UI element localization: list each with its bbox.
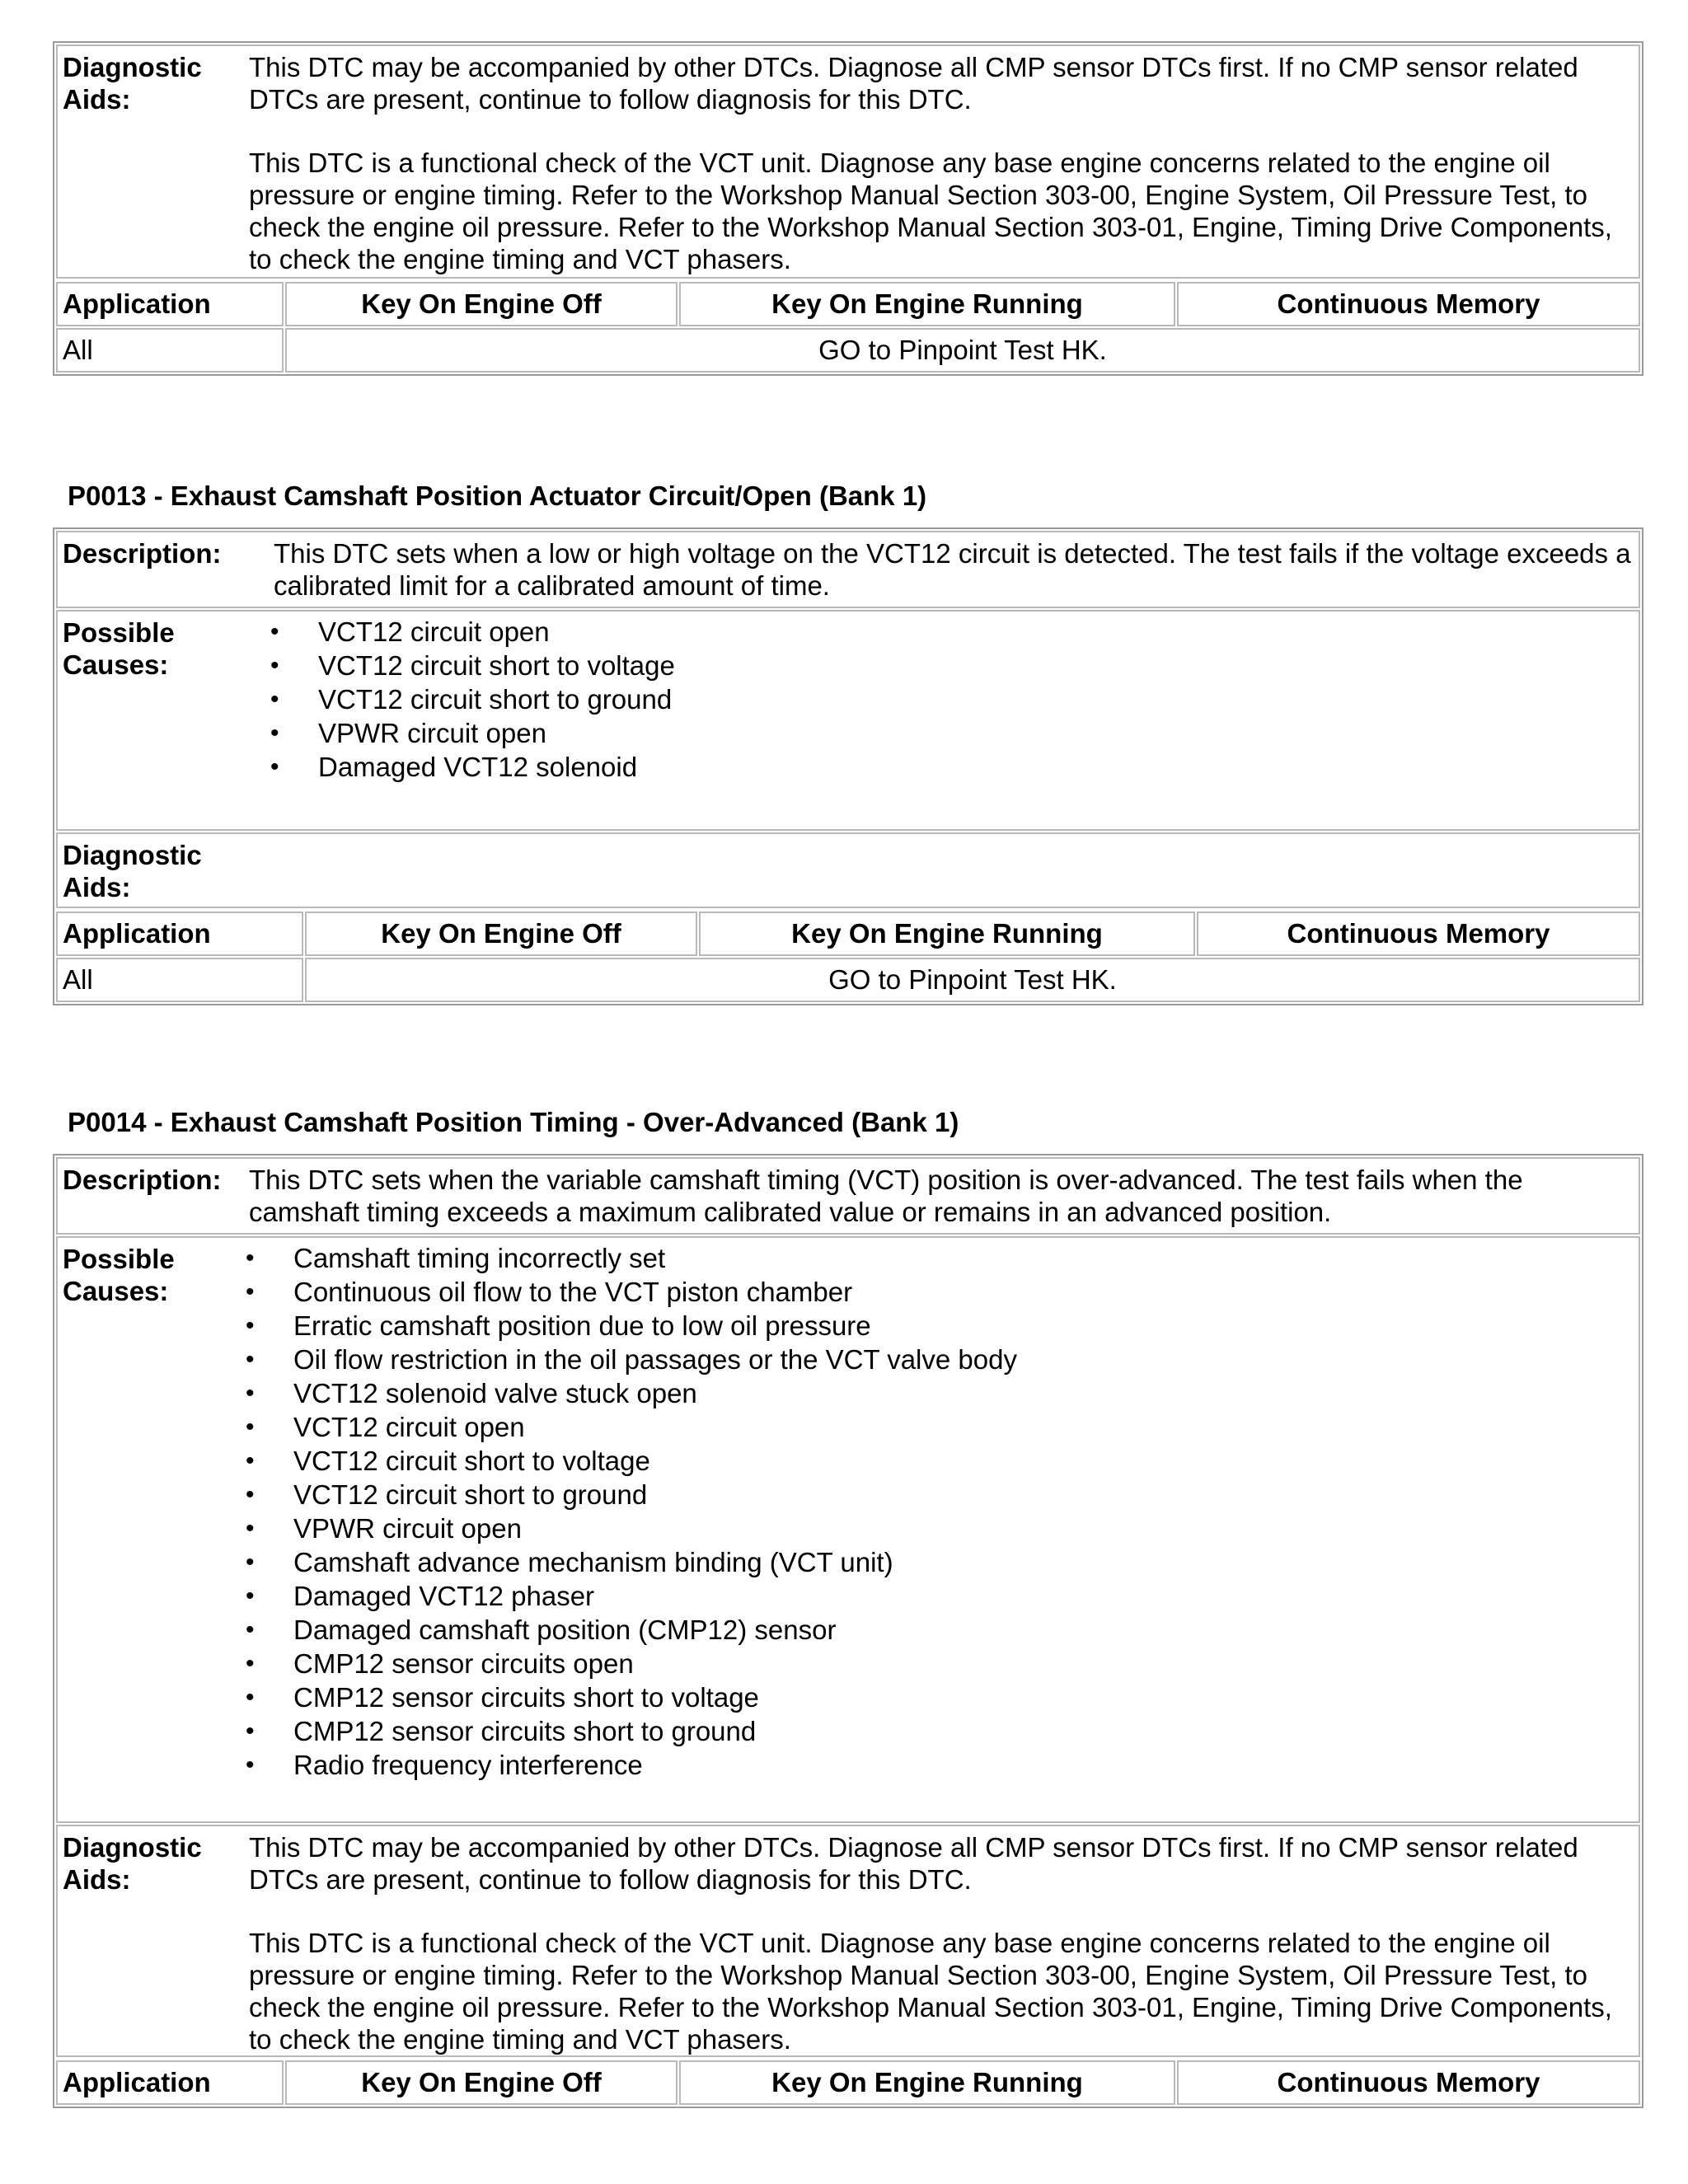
list-item [246,1511,1639,1545]
header-row [56,2060,1640,2105]
diagnostic-aids-text: This DTC may be accompanied by other DTCs. Diagnose all CMP sensor DTCs first. If no CMP sensor related DTCs are present, continue to follow diagnosis for this DTC. [249,52,1578,115]
list-item [246,1376,1639,1410]
list-item-text: CMP12 sensor circuits open [293,1648,634,1679]
list-item-text: Damaged camshaft position (CMP12) sensor [293,1615,837,1645]
header-key-on-engine-off: Key On Engine Off [285,282,678,326]
list-item [246,1680,1639,1714]
list-item [270,716,1639,750]
list-item-text: Damaged VCT12 phaser [293,1581,595,1611]
list-item [246,1241,1639,1275]
list-item-text: Erratic camshaft position due to low oil pressure [293,1310,871,1341]
top-dtc-table [53,41,1643,376]
bullet-icon: • [246,1447,255,1474]
p0013-dtc-table [53,527,1643,1005]
bullet-icon: • [246,1616,255,1643]
header-application: Application [56,2060,284,2105]
pinpoint-test-link: GO to Pinpoint Test HK. [305,958,1640,1002]
header-key-on-engine-running: Key On Engine Running [699,912,1195,956]
list-item [246,1309,1639,1343]
possible-causes-label: Possible Causes: [63,1244,175,1306]
p0014-dtc-table [53,1154,1643,2108]
bullet-icon: • [246,1244,255,1272]
list-item-text: VCT12 circuit short to ground [318,684,673,715]
bullet-icon: • [246,1312,255,1339]
list-item-text: VPWR circuit open [293,1513,522,1544]
header-key-on-engine-running: Key On Engine Running [679,282,1175,326]
list-item-text: Radio frequency interference [293,1750,643,1780]
list-item-text: VCT12 solenoid valve stuck open [293,1378,697,1408]
list-item [270,750,1639,784]
header-key-on-engine-off: Key On Engine Off [285,2060,678,2105]
diagnostic-aids-row [56,45,1640,279]
diagnostic-aids-text: This DTC is a functional check of the VCT unit. Diagnose any base engine concerns related to the engine oil pressure or engine timing. Refer to the Workshop Manual Section 303-00, Engine System, Oil Pressure Test, to check the engine oil pressure. Refer to the Workshop Manual Section 303-01, Engine, Timing Drive Components, to check the engine timing and VCT phasers. [249,148,1612,274]
diagnostic-aids-label: Diagnostic Aids: [63,1832,202,1895]
list-item [246,1748,1639,1782]
bullet-icon: • [270,618,279,645]
list-item [246,1410,1639,1444]
header-key-on-engine-running: Key On Engine Running [679,2060,1175,2105]
application-value: All [56,958,303,1002]
bullet-icon: • [246,1684,255,1711]
list-item [246,1478,1639,1511]
application-value: All [56,328,284,373]
bullet-icon: • [246,1549,255,1576]
table-row [56,328,1640,373]
dtc-heading-p0013: P0013 - Exhaust Camshaft Position Actuator Circuit/Open (Bank 1) [68,480,927,511]
diagnostic-aids-text: This DTC is a functional check of the VCT unit. Diagnose any base engine concerns related to the engine oil pressure or engine timing. Refer to the Workshop Manual Section 303-00, Engine System, Oil Pressure Test, to check the engine oil pressure. Refer to the Workshop Manual Section 303-01, Engine, Timing Drive Components, to check the engine timing and VCT phasers. [249,1928,1612,2055]
list-item-text: VCT12 circuit short to ground [293,1479,648,1510]
table-row [56,958,1640,1002]
list-item [246,1613,1639,1647]
description-row [56,531,1640,608]
header-row [56,282,1640,326]
diagnostic-aids-text: This DTC may be accompanied by other DTCs. Diagnose all CMP sensor DTCs first. If no CMP sensor related DTCs are present, continue to follow diagnosis for this DTC. [249,1832,1578,1895]
bullet-icon: • [270,686,279,713]
bullet-icon: • [246,1718,255,1745]
description-text: This DTC sets when a low or high voltage on the VCT12 circuit is detected. The test fails if the voltage exceeds a calibrated limit for a calibrated amount of time. [274,538,1631,601]
list-item-text: CMP12 sensor circuits short to voltage [293,1682,759,1713]
bullet-icon: • [246,1751,255,1779]
list-item-text: VCT12 circuit short to voltage [293,1446,650,1476]
dtc-heading-p0014: P0014 - Exhaust Camshaft Position Timing - Over-Advanced (Bank 1) [68,1107,959,1137]
bullet-icon: • [246,1650,255,1677]
list-item [246,1714,1639,1748]
description-row [56,1157,1640,1235]
header-row [56,912,1640,956]
possible-causes-list [246,1241,1639,1782]
bullet-icon: • [270,753,279,780]
bullet-icon: • [270,719,279,747]
description-label: Description: [63,1165,222,1195]
list-item [270,649,1639,682]
list-item-text: VPWR circuit open [318,718,546,748]
list-item [246,1647,1639,1680]
bullet-icon: • [270,652,279,679]
diagnostic-aids-row [56,832,1640,908]
list-item-text: Camshaft advance mechanism binding (VCT unit) [293,1547,893,1577]
list-item-text: VCT12 circuit open [293,1412,525,1442]
bullet-icon: • [246,1380,255,1407]
bullet-icon: • [246,1515,255,1542]
list-item-text: VCT12 circuit short to voltage [318,650,675,681]
list-item [246,1579,1639,1613]
header-continuous-memory: Continuous Memory [1197,912,1640,956]
possible-causes-row [56,1236,1640,1823]
list-item [246,1444,1639,1478]
header-continuous-memory: Continuous Memory [1177,2060,1640,2105]
possible-causes-label: Possible Causes: [63,617,175,680]
bullet-icon: • [246,1413,255,1441]
list-item [246,1545,1639,1579]
list-item [246,1275,1639,1309]
list-item-text: Camshaft timing incorrectly set [293,1243,666,1273]
header-application: Application [56,912,303,956]
list-item [270,682,1639,716]
header-application: Application [56,282,284,326]
bullet-icon: • [246,1346,255,1373]
header-continuous-memory: Continuous Memory [1177,282,1640,326]
pinpoint-test-link: GO to Pinpoint Test HK. [285,328,1640,373]
list-item-text: Oil flow restriction in the oil passages or the VCT valve body [293,1344,1017,1375]
possible-causes-row [56,610,1640,831]
header-key-on-engine-off: Key On Engine Off [305,912,697,956]
description-label: Description: [63,538,222,569]
description-text: This DTC sets when the variable camshaft timing (VCT) position is over-advanced. The test fails when the camshaft timing exceeds a maximum calibrated value or remains in an advanced position. [249,1165,1523,1227]
bullet-icon: • [246,1481,255,1508]
bullet-icon: • [246,1278,255,1305]
list-item [270,615,1639,649]
list-item-text: CMP12 sensor circuits short to ground [293,1716,757,1746]
list-item [246,1343,1639,1376]
diagnostic-aids-label: Diagnostic Aids: [63,52,202,115]
diagnostic-aids-row [56,1825,1640,2057]
list-item-text: VCT12 circuit open [318,616,550,647]
bullet-icon: • [246,1582,255,1610]
list-item-text: Damaged VCT12 solenoid [318,752,638,782]
possible-causes-list [270,615,1639,784]
diagnostic-aids-label: Diagnostic Aids: [63,840,202,902]
list-item-text: Continuous oil flow to the VCT piston chamber [293,1277,853,1307]
